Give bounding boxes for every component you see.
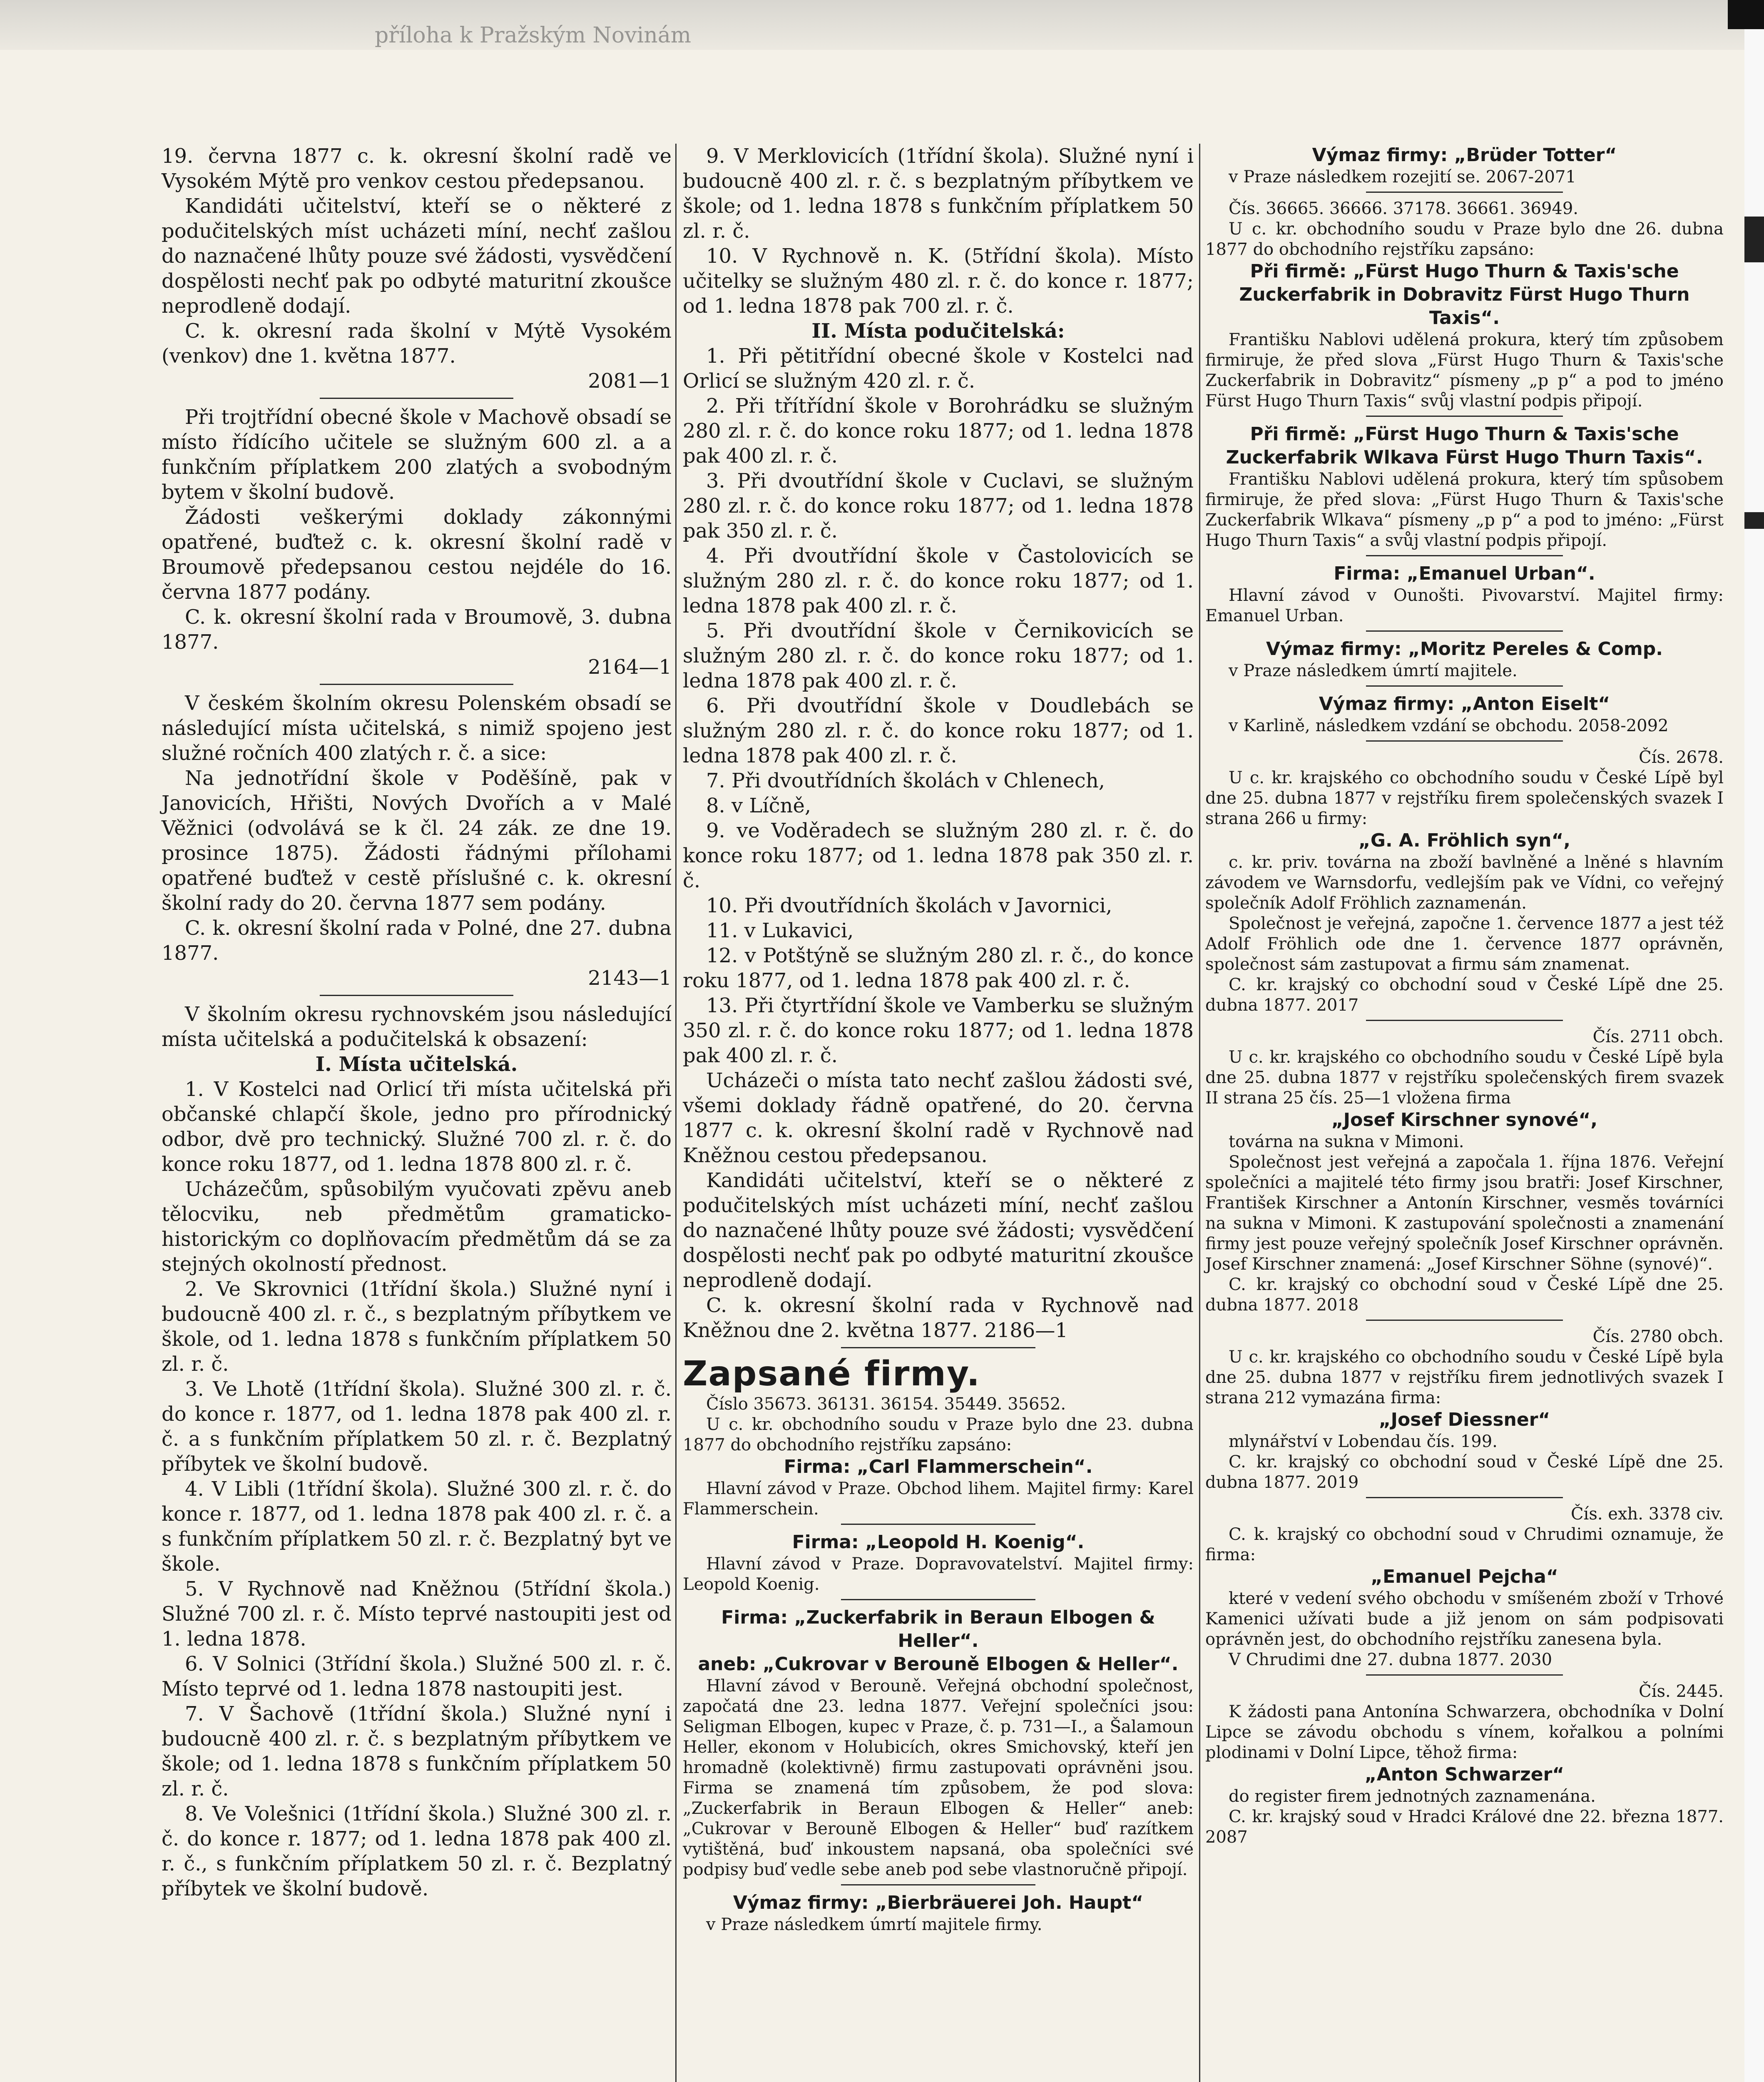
register-text: U c. kr. krajského co obchodního soudu v České Lípě byla dne 25. dubna 1877 v rejstříku firem jednotlivých svazek I strana 212 vymazána firma: (1205, 1347, 1724, 1407)
paragraph: 8. Ve Volešnici (1třídní škola.) Služné 300 zl. r. č. do konce r. 1877; od 1. ledna 1878 pak 400 zl. r. č., s funkčním příplatkem 50 zl. r. č. Bezplatný příbytek ve školní budově. (162, 1802, 672, 1900)
register-text: v Praze následkem úmrtí majitele firmy. (706, 1915, 1042, 1934)
firm-name: Firma: „Carl Flammerschein“. (784, 1456, 1093, 1477)
paragraph: 6. Při dvoutřídní škole v Doudlebách se služným 280 zl. r. č. do konce roku 1877; od 1. ledna 1878 pak 400 zl. r. č. (683, 694, 1194, 767)
register-number: Čís. 2445. (1639, 1682, 1724, 1701)
paragraph: 6. V Solnici (3třídní škola.) Služné 500 zl. r. č. Místo teprvé od 1. ledna 1878 nastoupiti jest. (162, 1652, 672, 1701)
register-text: K žádosti pana Antonína Schwarzera, obchodníka v Dolní Lipce se závodu obchodu s vínem, kořalkou a polními plodinami v Dolní Lipce, těhož firma: (1205, 1702, 1724, 1762)
separator-rule (1366, 740, 1563, 742)
firm-name: „G. A. Fröhlich syn“, (1358, 830, 1571, 851)
register-text: Františku Nablovi udělená prokura, který tím způsobem firmiruje, že před slova „Fürst Hugo Thurn & Taxis'sche Zuckerfabrik in Dobravitz“ písmeny „p p“ a pod to jméno Fürst Hugo Thurn Taxis“ svůj vlastní podpis připojí. (1205, 330, 1724, 411)
firm-name: Firma: „Zuckerfabrik in Beraun Elbogen & Heller“. (721, 1607, 1155, 1651)
separator-rule (320, 684, 514, 685)
notice-number: 2081—1 (588, 369, 672, 393)
register-text: c. kr. priv. továrna na zboží bavlněné a lněné s hlavním závodem ve Warnsdorfu, vedlejším pak ve Vídni, co veřejný společník Adolf Fröhlich zaznamenán. (1205, 853, 1724, 913)
register-text: Čís. 36665. 36666. 37178. 36661. 36949. (1229, 199, 1579, 218)
register-text: Hlavní závod v Berouně. Veřejná obchodní společnost, započatá dne 23. ledna 1877. Veřejní společníci jsou: Seligman Elbogen, kupec v Praze, č. p. 731—I., a Šalamoun Heller, ekonom v Holubicích, okres Smichovský, kteří jen hromadně (kolektivně) firmu zastupovati oprávněni jsou. Firma se znamená tím způsobem, že pod slova: „Zuckerfabrik in Beraun Elbogen & Heller“ aneb: „Cukrovar v Berouně Elbogen & Heller“ buď razítkem vytištěná, buď inkoustem napsaná, oba společníci své podpisy buď vedle sebe aneb pod sebe vlastnoručně připojí. (683, 1676, 1194, 1879)
register-text: Číslo 35673. 36131. 36154. 35449. 35652. (706, 1395, 1066, 1414)
paragraph: 9. ve Voděradech se služným 280 zl. r. č. do konce roku 1877; od 1. ledna 1878 pak 350 zl. r. č. (683, 819, 1194, 892)
register-text: do register firem jednotných zaznamenána. (1229, 1787, 1596, 1806)
register-text: C. kr. krajský soud v Hradci Králové dne 22. března 1877. 2087 (1205, 1807, 1724, 1847)
paragraph: 10. Při dvoutřídních školách v Javornici, (706, 894, 1112, 917)
paragraph: 4. Při dvoutřídní škole v Častolovicích se služným 280 zl. r. č. do konce roku 1877; od 1. ledna 1878 pak 400 zl. r. č. (683, 544, 1194, 618)
paragraph: 3. Při dvoutřídní škole v Cuclavi, se služným 280 zl. r. č. do konce roku 1877; od 1. ledna 1878 pak 350 zl. r. č. (683, 469, 1194, 543)
paragraph: Ucházečům, spůsobilým vyučovati zpěvu aneb tělocviku, neb předmětům gramaticko-historickým co doplňovacím předmětům dá se za stejných okolností přednost. (162, 1178, 672, 1276)
firm-name: Výmaz firmy: „Bierbräuerei Joh. Haupt“ (733, 1892, 1144, 1913)
register-text: v Praze následkem úmrtí majitele. (1229, 661, 1518, 680)
separator-rule (1366, 1674, 1563, 1676)
paragraph: Ucházeči o místa tato nechť zašlou žádosti své, všemi doklady řádně opatřené, do 20. června 1877 c. k. okresní školní radě v Rychnově nad Kněžnou cestou předepsanou. (683, 1069, 1194, 1167)
separator-rule (1366, 1497, 1563, 1498)
register-text: mlynářství v Lobendau čís. 199. (1229, 1432, 1498, 1451)
firm-name: „Anton Schwarzer“ (1364, 1764, 1565, 1785)
page-corner-mark (1728, 0, 1764, 29)
page-edge-mark (1744, 512, 1764, 529)
paragraph: 19. června 1877 c. k. okresní školní radě ve Vysokém Mýtě pro venkov cestou předepsanou. (162, 144, 672, 193)
paragraph: Kandidáti učitelství, kteří se o některé z podučitelských míst ucházeti míní, nechť zašlou do naznačené lhůty pouze své žádosti; vysvědčení dospělosti nechť pak po odbyté maturitní zkoušce neprodleně dodají. (683, 1169, 1194, 1292)
firm-name: aneb: „Cukrovar v Berouně Elbogen & Heller“. (698, 1654, 1179, 1675)
firm-name: „Josef Kirschner synové“, (1331, 1109, 1598, 1131)
separator-rule (1366, 630, 1563, 632)
paragraph: C. k. okresní školní rada v Polné, dne 27. dubna 1877. (162, 916, 672, 965)
register-text: Františku Nablovi udělená prokura, který tím spůsobem firmiruje, že před slova: „Fürst Hugo Thurn & Taxis'sche Zuckerfabrik Wlkava“ písmeny „p p“ a pod to jméno: „Fürst Hugo Thurn Taxis“ a svůj vlastní podpis připojí. (1205, 470, 1724, 550)
register-text: továrna na sukna v Mimoni. (1229, 1132, 1464, 1151)
paragraph: C. k. okresní školní rada v Broumově, 3. dubna 1877. (162, 605, 672, 654)
notice-number: 2143—1 (588, 966, 672, 990)
firm-name: Při firmě: „Fürst Hugo Thurn & Taxis'sche Zuckerfabrik in Dobravitz Fürst Hugo Thurn Taxis“. (1239, 261, 1690, 329)
firm-name: Výmaz firmy: „Moritz Pereles & Comp. (1266, 638, 1663, 660)
paragraph: 10. V Rychnově n. K. (5třídní škola). Místo učitelky se služným 480 zl. r. č. do konce r. 1877; od 1. ledna 1878 pak 700 zl. r. č. (683, 244, 1194, 318)
paragraph: V českém školním okresu Polenském obsadí se následující místa učitelská, s nimiž spojeno jest služné ročních 400 zlatých r. č. a sice: (162, 692, 672, 765)
section-title: Zapsané firmy. (683, 1354, 980, 1394)
register-text: v Karlině, následkem vzdání se obchodu. 2058-2092 (1229, 716, 1669, 735)
paragraph: C. k. okresní rada školní v Mýtě Vysokém (venkov) dne 1. května 1877. (162, 319, 672, 368)
register-text: C. k. krajský co obchodní soud v Chrudimi oznamuje, že firma: (1205, 1525, 1724, 1564)
paragraph: 13. Při čtyrtřídní škole ve Vamberku se služným 350 zl. r. č. do konce roku 1877; od 1. ledna 1878 pak 400 zl. r. č. (683, 994, 1194, 1067)
separator-rule (1366, 1320, 1563, 1321)
paragraph: 7. Při dvoutřídních školách v Chlenech, (706, 769, 1105, 792)
paragraph: 1. Při pětitřídní obecné škole v Kostelci nad Orlicí se služným 420 zl. r. č. (683, 344, 1194, 393)
firm-name: „Emanuel Pejcha“ (1371, 1566, 1558, 1587)
separator-rule (1366, 1020, 1563, 1021)
notice-number: 2164—1 (588, 655, 672, 679)
paragraph: Žádosti veškerými doklady zákonnými opatřené, buďtež c. k. okresní školní radě v Broumově předepsanou cestou nejdéle do 16. června 1877 podány. (162, 506, 672, 604)
register-text: v Praze následkem rozejití se. 2067-2071 (1229, 167, 1576, 187)
paragraph: 2. Při třítřídní škole v Borohrádku se služným 280 zl. r. č. do konce roku 1877; od 1. ledna 1878 pak 400 zl. r. č. (683, 394, 1194, 468)
register-text: Společnost jest veřejná a započala 1. října 1876. Veřejní společníci a majitelé této firmy jsou bratři: Josef Kirschner, František Kirschner a Antonín Kirschner, vesměs továrníci na sukna v Mimoni. K zastupování společnosti a znamenání firmy jest pouze veřejný společník Josef Kirschner oprávněn. Josef Kirschner znamená: „Josef Kirschner Söhne (synové)“. (1205, 1153, 1724, 1274)
page-edge-mark (1744, 217, 1764, 262)
paragraph: 11. v Lukavici, (706, 919, 854, 942)
firm-name: Při firmě: „Fürst Hugo Thurn & Taxis'sche Zuckerfabrik Wlkava Fürst Hugo Thurn Taxis“. (1226, 423, 1703, 468)
separator-rule (1366, 192, 1563, 193)
paragraph: 4. V Libli (1třídní škola). Služné 300 zl. r. č. do konce r. 1877, od 1. ledna 1878 pak 400 zl. r. č. a s funkčním příplatkem 50 zl. r. č. Bezplatný byt ve škole. (162, 1477, 672, 1576)
separator-rule (841, 1347, 1035, 1348)
column-3 (1205, 144, 1724, 1848)
register-text: U c. kr. krajského co obchodního soudu v České Lípě byl dne 25. dubna 1877 v rejstříku firem společenských svazek I strana 266 u firmy: (1205, 768, 1724, 828)
register-text: Hlavní závod v Praze. Dopravovatelství. Majitel firmy: Leopold Koenig. (683, 1554, 1194, 1594)
register-text: Společnost je veřejná, započne 1. července 1877 a jest též Adolf Fröhlich ode dne 1. července 1877 oprávněn, společnost sám zastupovat a firmu sám znamenat. (1205, 914, 1724, 974)
column-divider (1199, 144, 1200, 2082)
firm-name: „Josef Diessner“ (1378, 1409, 1550, 1430)
separator-rule (841, 1884, 1035, 1885)
register-text: Hlavní závod v Ounošti. Pivovarství. Majitel firmy: Emanuel Urban. (1205, 586, 1724, 625)
paragraph: Kandidáti učitelství, kteří se o některé z podučitelských míst ucházeti míní, nechť zašlou do naznačené lhůty pouze své žádosti, vysvědčení dospělosti nechť pak po odbyté maturitní zkoušce neprodleně dodají. (162, 194, 672, 318)
paragraph: Na jednotřídní škole v Poděšíně, pak v Janovicích, Hřišti, Nových Dvořích a v Malé Věžnici (odvolává se k čl. 24 zák. ze dne 19. prosince 1875). Žádosti řádnými přílohami opatřené buďtež v cestě příslušné c. k. okresní školní rady do 20. června 1877 sem podány. (162, 767, 672, 915)
separator-rule (1366, 555, 1563, 556)
page-right-edge (1744, 0, 1764, 2082)
column-1 (162, 144, 672, 1901)
register-text: U c. kr. obchodního soudu v Praze bylo dne 26. dubna 1877 do obchodního rejstříku zapsáno: (1205, 219, 1724, 259)
paragraph: 8. v Líčně, (706, 794, 811, 817)
separator-rule (320, 398, 514, 399)
paragraph: 3. Ve Lhotě (1třídní škola). Služné 300 zl. r. č. do konce r. 1877, od 1. ledna 1878 pak 400 zl. r. č. a s funkčním příplatkem 50 zl. r. č. Bezplatný příbytek ve školní budově. (162, 1377, 672, 1476)
separator-rule (841, 1599, 1035, 1600)
register-text: C. kr. krajský co obchodní soud v České Lípě dne 25. dubna 1877. 2018 (1205, 1275, 1724, 1315)
paragraph: 2. Ve Skrovnici (1třídní škola.) Služné nyní i budoucně 400 zl. r. č., s bezplatným příbytkem ve škole, od 1. ledna 1878 s funkčním příplatkem 50 zl. r. č. (162, 1278, 672, 1376)
separator-rule (320, 995, 514, 996)
column-2 (683, 144, 1194, 1935)
register-text: C. kr. krajský co obchodní soud v České Lípě dne 25. dubna 1877. 2019 (1205, 1452, 1724, 1492)
firm-name: Výmaz firmy: „Anton Eiselt“ (1319, 693, 1610, 715)
paragraph: Při trojtřídní obecné škole v Machově obsadí se místo řídícího učitele se služným 600 zl. a a funkčním příplatkem 200 zlatých a svobodným bytem v školní budově. (162, 406, 672, 504)
register-text: Hlavní závod v Praze. Obchod lihem. Majitel firmy: Karel Flammerschein. (683, 1479, 1194, 1519)
paragraph: 1. V Kostelci nad Orlicí tři místa učitelská při občanské chlapčí škole, jedno pro přírodnický odbor, dvě pro technický. Služné 700 zl. r. č. do konce roku 1877, od 1. ledna 1878 800 zl. r. č. (162, 1078, 672, 1176)
register-number: Čís. 2678. (1639, 748, 1724, 767)
paragraph: 5. V Rychnově nad Kněžnou (5třídní škola.) Služné 700 zl. r. č. Místo teprvé nastoupiti jest od 1. ledna 1878. (162, 1577, 672, 1651)
paragraph: 5. Při dvoutřídní škole v Černikovicích se služným 280 zl. r. č. do konce roku 1877; od 1. ledna 1878 pak 400 zl. r. č. (683, 619, 1194, 692)
paragraph: V školním okresu rychnovském jsou následující místa učitelská a podučitelská k obsazení: (162, 1003, 672, 1051)
register-text: které v vedení svého obchodu v smíšeném zboží v Trhové Kamenici užívati bude a již jenom on sám podpisovati oprávněn jest, do obchodního rejstříku zanesena byla. (1205, 1589, 1724, 1649)
separator-rule (1366, 416, 1563, 417)
register-text: C. kr. krajský co obchodní soud v České Lípě dne 25. dubna 1877. 2017 (1205, 975, 1724, 1015)
firm-name: Výmaz firmy: „Brüder Totter“ (1312, 144, 1617, 166)
register-number: Čís. 2780 obch. (1592, 1327, 1724, 1346)
paragraph: 12. v Potštýně se služným 280 zl. r. č., do konce roku 1877, od 1. ledna 1878 pak 400 zl. r. č. (683, 944, 1194, 992)
paragraph: 7. V Šachově (1třídní škola.) Služné nyní i budoucně 400 zl. r. č. s bezplatným příbytkem ve škole; od 1. ledna 1878 s funkčním příplatkem 50 zl. r. č. (162, 1702, 672, 1801)
firm-name: Firma: „Leopold H. Koenig“. (792, 1532, 1085, 1553)
page-top-band (0, 0, 1764, 50)
register-number: Čís. 2711 obch. (1592, 1027, 1724, 1046)
paragraph: 9. V Merklovicích (1třídní škola). Služné nyní i budoucně 400 zl. r. č. s bezplatným příbytkem ve škole; od 1. ledna 1878 s funkčním příplatkem 50 zl. r. č. (683, 144, 1194, 243)
register-text: U c. kr. obchodního soudu v Praze bylo dne 23. dubna 1877 do obchodního rejstříku zapsáno: (683, 1415, 1194, 1454)
page-header-fragment: příloha k Pražským Novinám (375, 23, 692, 48)
column-divider (675, 144, 677, 2082)
section-heading: II. Místa podučitelská: (811, 319, 1065, 343)
paragraph: C. k. okresní školní rada v Rychnově nad Kněžnou dne 2. května 1877. 2186—1 (683, 1294, 1194, 1342)
firm-name: Firma: „Emanuel Urban“. (1334, 563, 1595, 584)
separator-rule (841, 1524, 1035, 1525)
register-text: U c. kr. krajského co obchodního soudu v České Lípě byla dne 25. dubna 1877 v rejstříku společenských firem svazek II strana 25 čís. 25—1 vložena firma (1205, 1048, 1724, 1108)
register-number: Čís. exh. 3378 civ. (1570, 1504, 1724, 1524)
separator-rule (1366, 685, 1563, 687)
register-text: V Chrudimi dne 27. dubna 1877. 2030 (1229, 1650, 1553, 1669)
section-heading: I. Místa učitelská. (315, 1053, 518, 1076)
